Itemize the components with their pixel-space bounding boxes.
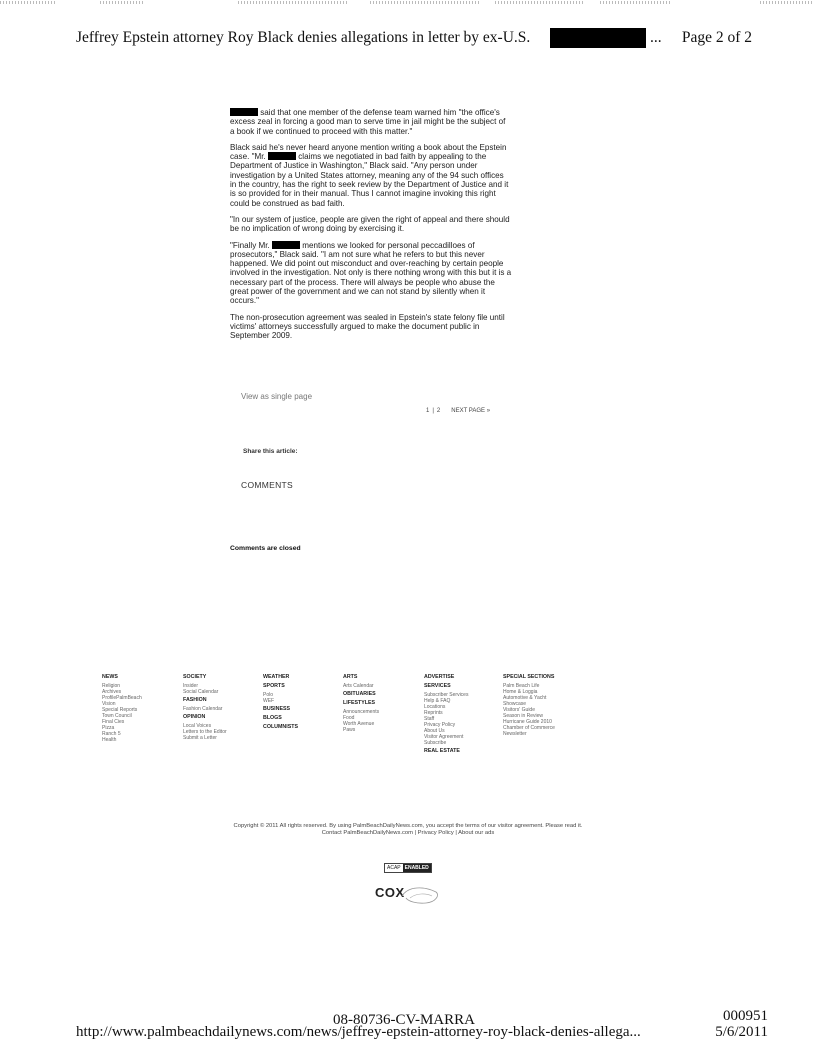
article-paragraph: said that one member of the defense team warned him "the office's excess zeal in forcing a good man to serve time in jail might be the subject of a book if we continued to proceed with this matter." [230,108,506,136]
footer-nav-heading[interactable]: SERVICES [424,683,451,689]
page-title: Jeffrey Epstein attorney Roy Black denies allegations in letter by ex-U.S. [76,29,531,46]
redaction-box [230,108,258,116]
footer-nav-link[interactable]: Newsletter [503,731,527,737]
footer-nav-link[interactable]: Final Cies [102,719,125,725]
view-single-page-link[interactable]: View as single page [241,392,313,401]
footer-nav-link[interactable]: Help & FAQ [424,698,451,704]
comments-closed-notice: Comments are closed [230,545,301,552]
comments-heading: COMMENTS [241,480,293,490]
footer-nav-link[interactable]: Town Council [102,713,132,719]
footer-nav-heading[interactable]: REAL ESTATE [424,748,460,754]
cox-logo-swirl-icon [400,884,440,906]
footer-nav-link[interactable]: Chamber of Commerce [503,725,555,731]
redaction-box [272,241,300,249]
footer-nav-link[interactable]: Pizza [102,725,115,731]
pagination [426,408,493,414]
footer-nav-link[interactable]: Paws [343,727,356,733]
article-paragraph: "In our system of justice, people are given the right of appeal and there should be no implication of wrong doing by exercising it. [230,214,510,234]
footer-nav-link[interactable]: Religion [102,683,121,689]
footer-nav-link[interactable]: Automotive & Yacht [503,695,547,701]
footer-column-society [183,674,227,741]
footer-nav-link[interactable]: WEF [263,698,275,704]
article-paragraph: Black said he's never heard anyone mention writing a book about the Epstein case. "Mr. claims we negotiated in bad faith by appealing to the Department of Justice in Washington," Black said. "Any person under investigation by a United States attorney, meaning any of the 94 such offices in the country, has the right to seek review by the Department of Justice and it is so provided for in their manual. Thus I cannot imagine invoking this right could be construed as bad faith. [230,142,509,208]
copyright-notice [100,823,716,837]
footer-nav-link[interactable]: Privacy Policy [424,722,456,728]
next-page-link[interactable]: NEXT PAGE » [451,408,491,414]
share-label: Share this article: [243,448,298,455]
footer-nav-link[interactable]: Staff [424,716,435,722]
page-link-1[interactable]: 1 [426,408,430,414]
footer-nav-link[interactable]: Health [102,737,117,743]
footer-nav-heading[interactable]: ADVERTISE [424,674,455,680]
footer-nav-link[interactable]: ProfilePalmBeach [102,695,142,701]
footer-nav-heading[interactable]: ARTS [343,674,358,680]
bates-page-number: 000951 [723,1008,768,1024]
footer-nav-link[interactable]: Submit a Letter [183,735,217,741]
redaction-box [268,152,296,160]
source-url: http://www.palmbeachdailynews.com/news/jeffrey-epstein-attorney-roy-black-denies-allega... [76,1024,641,1040]
footer-nav-link[interactable]: Vision [102,701,116,707]
footer-nav-heading[interactable]: FASHION [183,697,207,703]
cox-logo[interactable]: COX [375,885,405,900]
footer-nav-link[interactable]: Reprints [424,710,443,716]
footer-nav-link[interactable]: Ranch 5 [102,731,121,737]
footer-nav-link[interactable]: Visitor Agreement [424,734,464,740]
acap-badge[interactable] [384,863,432,873]
footer-nav-heading[interactable]: WEATHER [263,674,290,680]
article-paragraph: "Finally Mr. mentions we looked for personal peccadilloes of prosecutors," Black said. "I am not sure what he refers to but this never happened. We did point out misconduct and over-reaching by certain people involved in the investigation. Not only is there nothing wrong with this but it is a necessary part of the process. There will always be people who abuse the great power of the government and we can not stand by silently when it occurs." [230,240,512,306]
footer-nav-link[interactable]: Palm Beach Life [503,683,540,689]
article-body [230,108,512,348]
footer-nav-link[interactable]: Archives [102,689,122,695]
footer-nav-link[interactable]: Hurricane Guide 2010 [503,719,552,725]
footer-nav-link[interactable]: Subscriber Services [424,692,469,698]
scan-noise [0,0,816,8]
footer-nav-link[interactable]: Announcements [343,709,380,715]
page-indicator: Page 2 of 2 [681,29,752,46]
redaction-box [550,28,646,48]
acap-label: ACAP [387,865,401,871]
footer-nav-link[interactable]: Social Calendar [183,689,219,695]
footer-nav-heading[interactable]: LIFESTYLES [343,700,376,706]
acap-enabled-label: ENABLED [404,865,429,871]
bates-case-number: 08-80736-CV-MARRA [333,1012,475,1028]
footer-nav-link[interactable]: About Us [424,728,445,734]
footer-nav-link[interactable]: Locations [424,704,446,710]
footer-nav-link[interactable]: Polo [263,692,274,698]
title-ellipsis: ... [650,29,662,46]
footer-nav-heading[interactable]: SPORTS [263,683,285,689]
footer-nav-link[interactable]: Local Voices [183,723,212,729]
footer-nav-heading[interactable]: NEWS [102,674,118,680]
footer-column-special-sections [503,674,555,737]
footer-nav-heading[interactable]: SPECIAL SECTIONS [503,674,555,680]
page-link-2[interactable]: 2 [436,408,441,414]
article-paragraph: The non-prosecution agreement was sealed in Epstein's state felony file until victims' attorneys successfully argued to make the document public in September 2009. [230,312,505,341]
footer-nav-link[interactable]: Worth Avenue [343,721,375,727]
footer-nav-link[interactable]: Special Reports [102,707,138,713]
copyright-line: Copyright © 2011 All rights reserved. By using PalmBeachDailyNews.com, you accept the terms of our visitor agreement. Please read it. [233,823,583,829]
footer-nav-heading[interactable]: COLUMNISTS [263,724,299,730]
footer-nav-heading[interactable]: BUSINESS [263,706,291,712]
footer-nav-link[interactable]: Home & Loggia [503,689,538,695]
footer-nav-link[interactable]: Letters to the Editor [183,729,227,735]
footer-nav-link[interactable]: Food [343,715,355,721]
footer-nav-heading[interactable]: OPINION [183,714,206,720]
footer-column-weather [263,674,298,733]
footer-nav-link[interactable]: Season in Review [503,713,544,719]
footer-nav-link[interactable]: Showcase [503,701,527,707]
footer-column-advertise [424,674,468,757]
footer-links[interactable]: Contact PalmBeachDailyNews.com | Privacy Policy | About our ads [321,830,495,836]
footer-nav-heading[interactable]: SOCIETY [183,674,207,680]
footer-nav-link[interactable]: Visitors' Guide [503,707,535,713]
page-separator: | [432,408,434,414]
footer-nav-link[interactable]: Arts Calendar [343,683,374,689]
footer-nav-link[interactable]: Insider [183,683,199,689]
print-date: 5/6/2011 [715,1024,768,1040]
footer-nav-link[interactable]: Subscribe [424,740,447,746]
footer-nav-heading[interactable]: BLOGS [263,715,282,721]
footer-column-arts [343,674,379,733]
footer-column-news [102,674,142,743]
footer-nav-link[interactable]: Fashion Calendar [183,706,223,712]
footer-nav-heading[interactable]: OBITUARIES [343,691,376,697]
